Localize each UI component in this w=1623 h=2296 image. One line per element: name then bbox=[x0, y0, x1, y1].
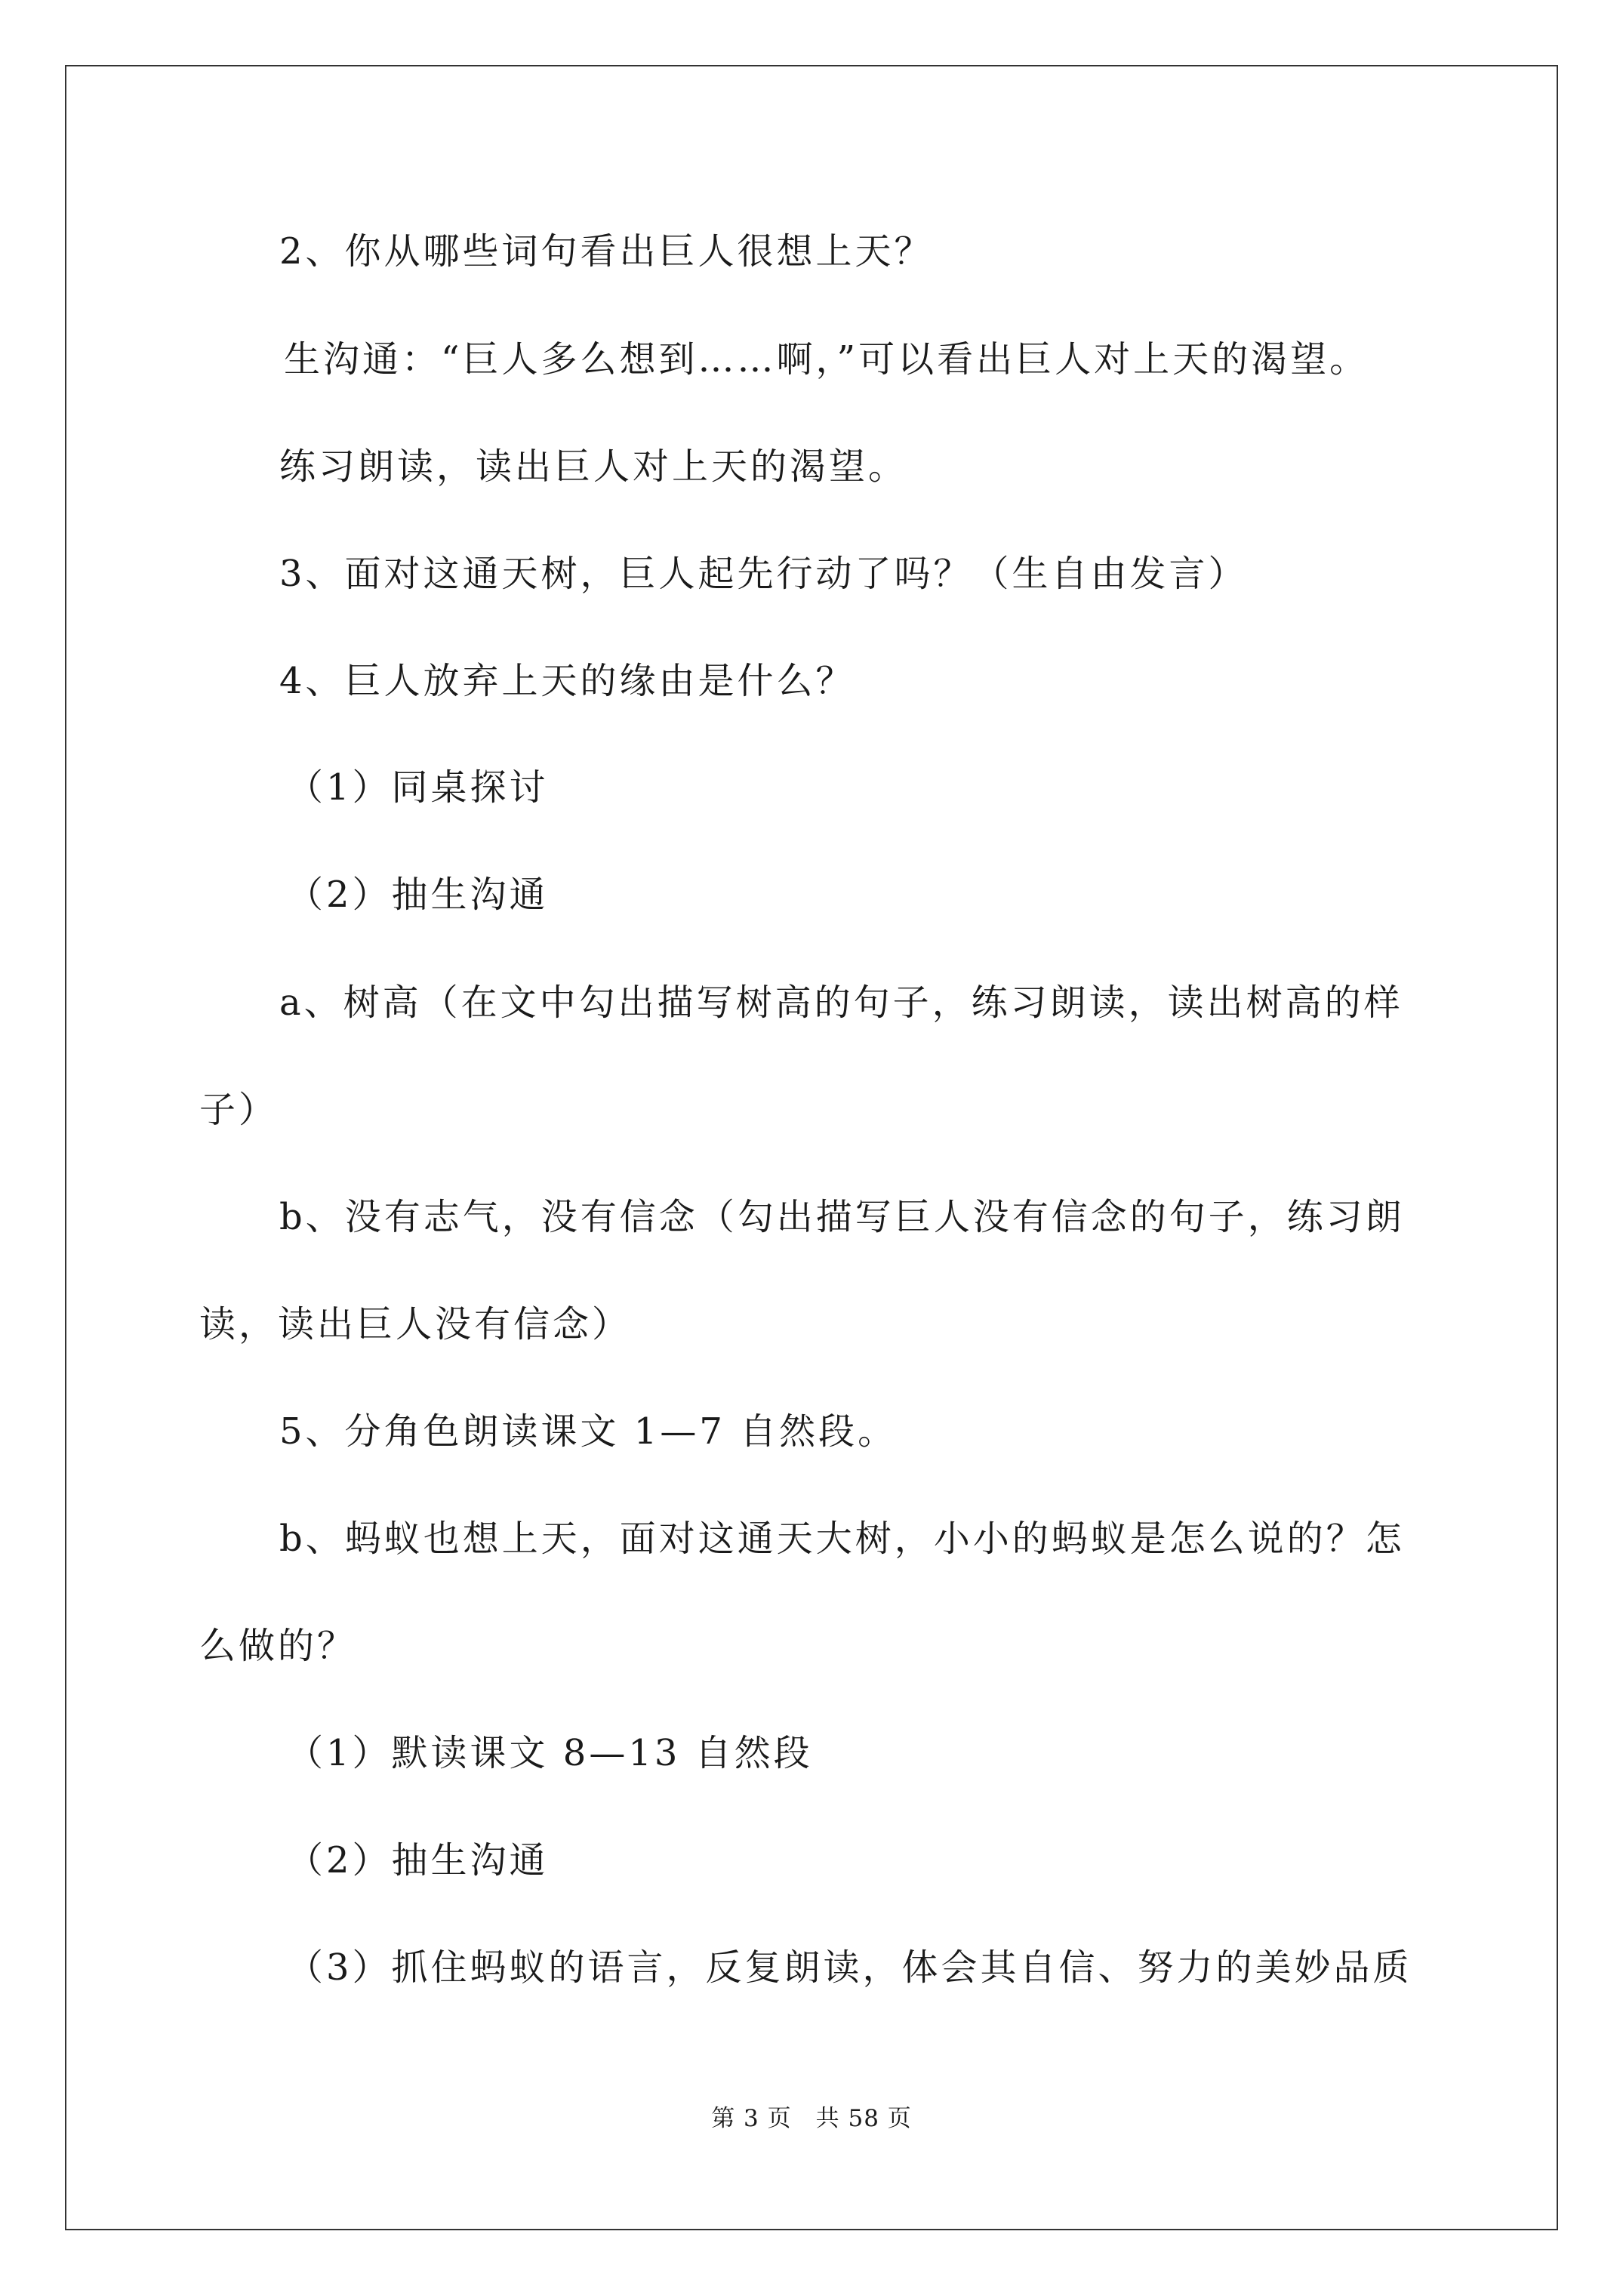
text-line: （2）抽生沟通 bbox=[287, 874, 549, 916]
text-line: 生沟通：“巨人多么想到……啊，”可以看出巨人对上天的渴望。 bbox=[284, 338, 1369, 381]
text-line: 练习朗读，读出巨人对上天的渴望。 bbox=[279, 445, 908, 488]
text-line: 2、你从哪些词句看出巨人很想上天？ bbox=[279, 230, 934, 273]
page-number: 第 3 页 共 58 页 bbox=[711, 2105, 912, 2132]
page-border bbox=[65, 65, 1558, 2230]
text-line: （1）默读课文 8—13 自然段 bbox=[287, 1732, 813, 1774]
text-line: 5、分角色朗读课文 1—7 自然段。 bbox=[279, 1410, 898, 1453]
text-line: 么做的？ bbox=[199, 1625, 357, 1667]
text-line: 3、面对这通天树，巨人起先行动了吗？（生自由发言） bbox=[279, 553, 1248, 595]
text-line: （3）抓住蚂蚁的语言，反复朗读，体会其自信、努力的美妙品质 bbox=[287, 1946, 1412, 1989]
text-line: （2）抽生沟通 bbox=[287, 1839, 549, 1881]
text-line: 子） bbox=[199, 1089, 279, 1131]
text-line: （1）同桌探讨 bbox=[287, 766, 549, 809]
text-line: 读，读出巨人没有信念） bbox=[199, 1303, 632, 1345]
text-line: b、蚂蚁也想上天，面对这通天大树，小小的蚂蚁是怎么说的？怎 bbox=[279, 1518, 1405, 1560]
text-line: a、树高（在文中勾出描写树高的句子，练习朗读，读出树高的样 bbox=[279, 982, 1403, 1024]
text-line: b、没有志气，没有信念（勾出描写巨人没有信念的句子，练习朗 bbox=[279, 1196, 1405, 1238]
text-line: 4、巨人放弃上天的缘由是什么？ bbox=[279, 660, 855, 702]
